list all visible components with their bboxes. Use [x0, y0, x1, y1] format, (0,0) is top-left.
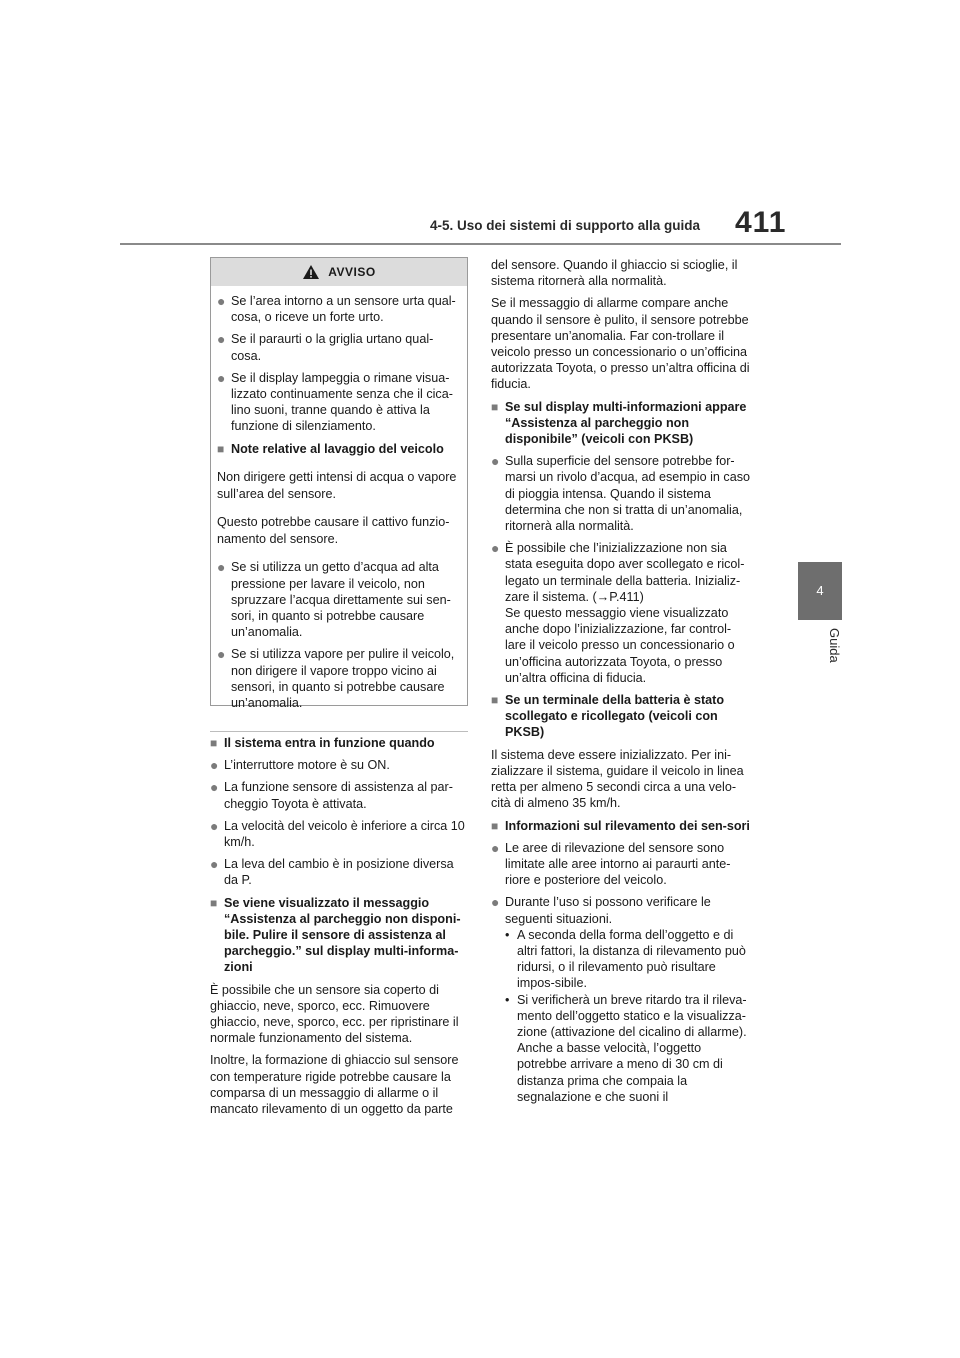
list-item: ● Se il display lampeggia o rimane visua-lizzato continuamente senza che il cica-lino suoni, tranne quando è attiva la funzione di silenziamento.	[217, 369, 453, 434]
paragraph: del sensore. Quando il ghiaccio si scioglie, il sistema ritornerà alla normalità.	[491, 258, 738, 289]
chapter-label: Guida	[827, 628, 842, 663]
dash-icon: •	[505, 927, 510, 942]
bullet-icon: ●	[491, 540, 500, 557]
paragraph: Il sistema deve essere inizializzato. Per ini-zializzare il sistema, guidare il veicolo in linea retta per almeno 5 secondi circa a una velo-cità di almeno 35 km/h.	[491, 747, 744, 811]
warning-triangle-icon	[302, 264, 320, 280]
paragraph: Inoltre, la formazione di ghiaccio sul sensore con temperature rigide potrebbe causare la comparsa di un messaggio di allarme o il mancato rilevamento di un oggetto da parte	[210, 1053, 459, 1117]
warning-header	[211, 258, 467, 286]
list-item	[491, 894, 751, 1105]
paragraph: È possibile che un sensore sia coperto di ghiaccio, neve, sporco, ecc. Rimuovere ghiaccio, neve, sporco, ecc. per ripristinare il normale funzionamento del sistema.	[210, 982, 459, 1046]
bullet-icon: ●	[210, 779, 219, 796]
list-item	[491, 540, 751, 686]
section-title: 4-5. Uso dei sistemi di supporto alla guida	[430, 218, 701, 233]
square-icon: ■	[491, 818, 499, 833]
section-heading: ■ Se sul display multi-informazioni appare “Assistenza al parcheggio non disponibile” (veicoli con PKSB)	[491, 399, 747, 447]
bullet-icon: ●	[210, 757, 219, 774]
bullet-icon: ●	[210, 856, 219, 873]
section-heading: ■ Se un terminale della batteria è stato scollegato e ricollegato (veicoli con PKSB)	[491, 693, 725, 740]
dash-icon: •	[505, 992, 510, 1007]
square-icon: ■	[217, 441, 225, 456]
bullet-icon: ●	[491, 839, 500, 856]
page-number: 411	[735, 206, 787, 239]
paragraph: Questo potrebbe causare il cattivo funzio-namento del sensore.	[217, 515, 450, 546]
list-item: ● Le aree di rilevazione del sensore sono limitate alle aree intorno ai paraurti ante-riore e posteriore del veicolo.	[491, 839, 731, 888]
section-heading: ■ Informazioni sul rilevamento dei sen-sori	[491, 818, 750, 833]
square-icon: ■	[210, 736, 218, 750]
list-item: ● Se il paraurti o la griglia urtano qual-cosa.	[217, 331, 434, 363]
right-column	[491, 257, 751, 1111]
list-item: ● Se si utilizza un getto d’acqua ad alta pressione per lavare il veicolo, non spruzzare l’acqua direttamente sui sen-sori, in quanto si potrebbe causare un’anomalia.	[217, 559, 451, 640]
square-icon: ■	[210, 895, 218, 910]
square-icon: ■	[491, 399, 499, 414]
section-divider	[210, 731, 468, 732]
bullet-text: È possibile che l’inizializzazione non sia stata eseguita dopo aver scollegato e ricol-legato un terminale della batteria. Inizializ-zare il sistema. (→P.411)	[505, 541, 745, 604]
paragraph: Non dirigere getti intensi di acqua o vapore sull’area del sensore.	[217, 470, 457, 501]
list-item: ● Se si utilizza vapore per pulire il veicolo, non dirigere il vapore troppo vicino ai sensori, in quanto si potrebbe causare un’anomalia.	[217, 646, 455, 711]
bullet-icon: ●	[217, 646, 226, 663]
bullet-icon: ●	[217, 559, 226, 576]
list-item: ● La funzione sensore di assistenza al par-cheggio Toyota è attivata.	[210, 779, 453, 811]
bullet-icon: ●	[491, 894, 500, 911]
section-heading: ■ Note relative al lavaggio del veicolo	[217, 441, 444, 456]
bullet-icon: ●	[491, 453, 500, 470]
bullet-icon: ●	[210, 817, 219, 834]
bullet-icon: ●	[217, 331, 226, 348]
list-item: ● La leva del cambio è in posizione diversa da P.	[210, 856, 454, 888]
warning-box	[210, 257, 468, 711]
sub-list-item: • Si verificherà un breve ritardo tra il rileva-mento dell’oggetto statico e la visualizza-zione (attivazione del cicalino di allarme). Anche a basse velocità, l’oggetto potrebbe arrivare a meno di 30 cm di distanza prima che compaia la segnalazione e che suoni il	[505, 992, 747, 1104]
left-column	[210, 735, 468, 1123]
bullet-text: Durante l’uso si possono verificare le seguenti situazioni.	[505, 895, 711, 926]
section-heading: ■ Il sistema entra in funzione quando	[210, 736, 435, 750]
warning-title: AVVISO	[328, 265, 376, 279]
paragraph: Se il messaggio di allarme compare anche quando il sensore è pulito, il sensore potrebbe presentare un’anomalia. Far con-trollare il veicolo presso un concessionario o un’officina autorizzata Toyota, o presso un’altra officina di fiducia.	[491, 296, 750, 392]
chapter-tab[interactable]: 4	[798, 562, 842, 620]
list-item: ● Sulla superficie del sensore potrebbe for-marsi un rivolo d’acqua, ad esempio in caso di pioggia intensa. Quando il sistema determina che non si tratta di un’anomalia, ritornerà alla normalità.	[491, 453, 751, 534]
square-icon: ■	[491, 693, 499, 708]
list-item: ● Se l’area intorno a un sensore urta qual-cosa, o riceve un forte urto.	[217, 293, 456, 325]
bullet-text-continued: Se questo messaggio viene visualizzato anche dopo l’inizializzazione, far control-lare il veicolo presso un concessionario o un’officina autorizzata Toyota, o presso un’altra officina di fiducia.	[505, 606, 735, 685]
header-divider	[120, 243, 841, 245]
bullet-icon: ●	[217, 369, 226, 386]
list-item: ● La velocità del veicolo è inferiore a circa 10 km/h.	[210, 817, 465, 850]
sub-list-item: • A seconda della forma dell’oggetto e di altri fattori, la distanza di rilevamento può ridursi, o il rilevamento può risultare impos-sibile.	[505, 927, 746, 991]
list-item: ● L’interruttore motore è su ON.	[210, 757, 390, 774]
warning-body	[211, 286, 467, 711]
bullet-icon: ●	[217, 293, 226, 309]
section-heading: ■ Se viene visualizzato il messaggio “Assistenza al parcheggio non disponi-bile. Pulire il sensore di assistenza al parcheggio.” sul display multi-informa-zioni	[210, 895, 461, 975]
